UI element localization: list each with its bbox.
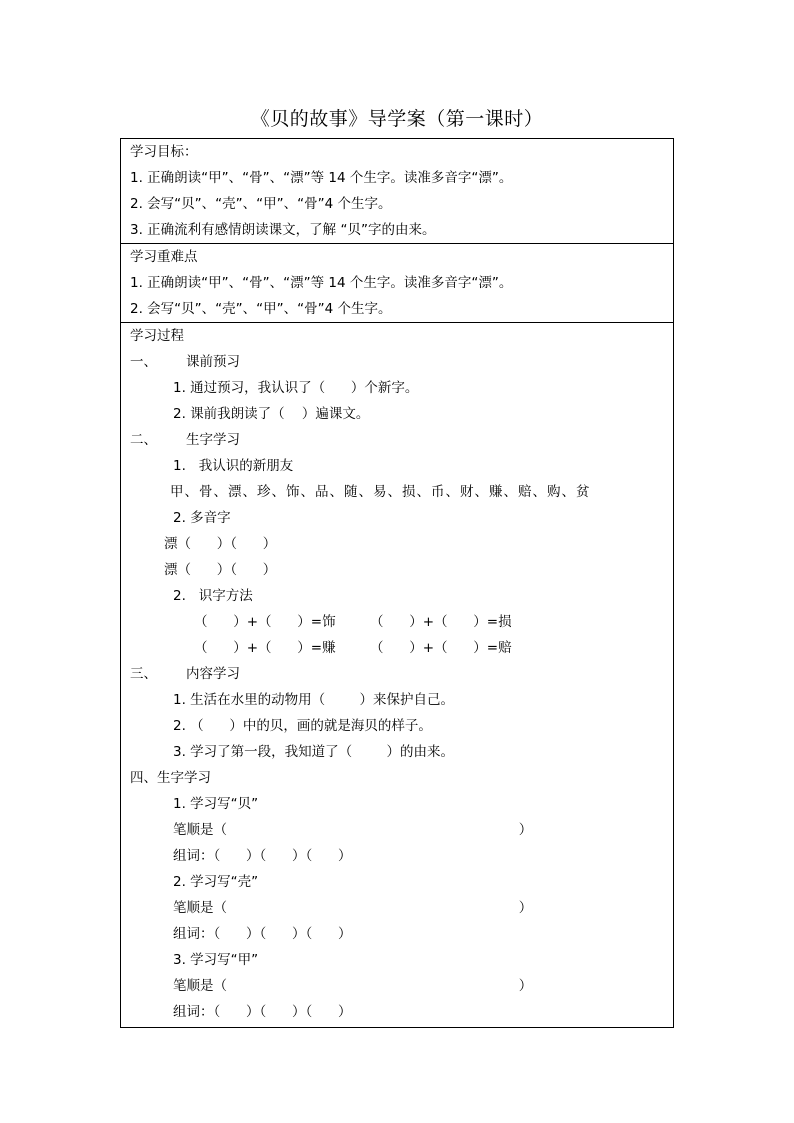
method-row-2 bbox=[130, 635, 673, 661]
write-label-1: 1. 学习写“贝” bbox=[173, 796, 259, 812]
method-blank: （ ）+（ ）=赚 bbox=[194, 640, 336, 656]
write-label-3: 3. 学习写“甲” bbox=[173, 952, 259, 968]
word-group-line: 组词：（ ）（ ）（ ） bbox=[173, 1004, 352, 1020]
word-group-line: 组词：（ ）（ ）（ ） bbox=[173, 848, 352, 864]
section-4-heading: 四、生字学习 bbox=[130, 770, 211, 786]
focus-row bbox=[121, 244, 674, 323]
section-3-heading bbox=[130, 661, 673, 687]
section-1-heading bbox=[130, 349, 673, 375]
section-number: 二、 bbox=[130, 432, 157, 448]
section-title: 生字学习 bbox=[186, 432, 240, 448]
content-question-2: 2. （ ）中的贝，画的就是海贝的样子。 bbox=[173, 718, 432, 734]
focus-heading: 学习重难点 bbox=[130, 249, 198, 265]
worksheet-table bbox=[120, 138, 674, 1028]
section-number: 一、 bbox=[130, 354, 157, 370]
method-label: 2. 识字方法 bbox=[173, 588, 253, 604]
focus-cell bbox=[121, 244, 674, 323]
character-list: 甲、骨、漂、珍、饰、品、随、易、损、币、财、赚、赔、购、贫 bbox=[170, 484, 591, 500]
goal-item: 1. 正确朗读“甲”、“骨”、“漂”等 14 个生字。读准多音字“漂”。 bbox=[130, 170, 513, 186]
section-title: 内容学习 bbox=[186, 666, 240, 682]
polyphone-line-1: 漂（ ）（ ） bbox=[164, 536, 277, 552]
goal-item: 2. 会写“贝”、“壳”、“甲”、“骨”4 个生字。 bbox=[130, 196, 392, 212]
polyphone-line-2: 漂（ ）（ ） bbox=[164, 562, 277, 578]
section-number: 三、 bbox=[130, 666, 157, 682]
process-heading: 学习过程 bbox=[130, 328, 184, 344]
goal-item: 3. 正确流利有感情朗读课文，了解 “贝”字的由来。 bbox=[130, 222, 436, 238]
preview-question-1: 1. 通过预习，我认识了（ ）个新字。 bbox=[173, 380, 419, 396]
stroke-order-line: 笔顺是（ ） bbox=[173, 978, 533, 994]
method-row-1 bbox=[130, 609, 673, 635]
method-blank: （ ）+（ ）=赔 bbox=[370, 640, 512, 656]
word-group-line: 组词：（ ）（ ）（ ） bbox=[173, 926, 352, 942]
new-friends-label: 1. 我认识的新朋友 bbox=[173, 458, 294, 474]
goals-heading: 学习目标： bbox=[130, 144, 198, 160]
focus-item: 2. 会写“贝”、“壳”、“甲”、“骨”4 个生字。 bbox=[130, 301, 392, 317]
preview-question-2: 2. 课前我朗读了（ ）遍课文。 bbox=[173, 406, 370, 422]
section-2-heading bbox=[130, 427, 673, 453]
stroke-order-line: 笔顺是（ ） bbox=[173, 822, 533, 838]
process-row bbox=[121, 323, 674, 1028]
goals-row bbox=[121, 139, 674, 244]
page-title: 《贝的故事》导学案（第一课时） bbox=[250, 108, 544, 130]
method-blank: （ ）+（ ）=饰 bbox=[194, 614, 336, 630]
polyphone-label: 2. 多音字 bbox=[173, 510, 231, 526]
content-question-1: 1. 生活在水里的动物用（ ）来保护自己。 bbox=[173, 692, 455, 708]
process-cell bbox=[121, 323, 674, 1028]
content-question-3: 3. 学习了第一段，我知道了（ ）的由来。 bbox=[173, 744, 455, 760]
method-blank: （ ）+（ ）=损 bbox=[370, 614, 512, 630]
section-title: 课前预习 bbox=[186, 354, 240, 370]
stroke-order-line: 笔顺是（ ） bbox=[173, 900, 533, 916]
write-label-2: 2. 学习写“壳” bbox=[173, 874, 259, 890]
goals-cell bbox=[121, 139, 674, 244]
focus-item: 1. 正确朗读“甲”、“骨”、“漂”等 14 个生字。读准多音字“漂”。 bbox=[130, 275, 513, 291]
